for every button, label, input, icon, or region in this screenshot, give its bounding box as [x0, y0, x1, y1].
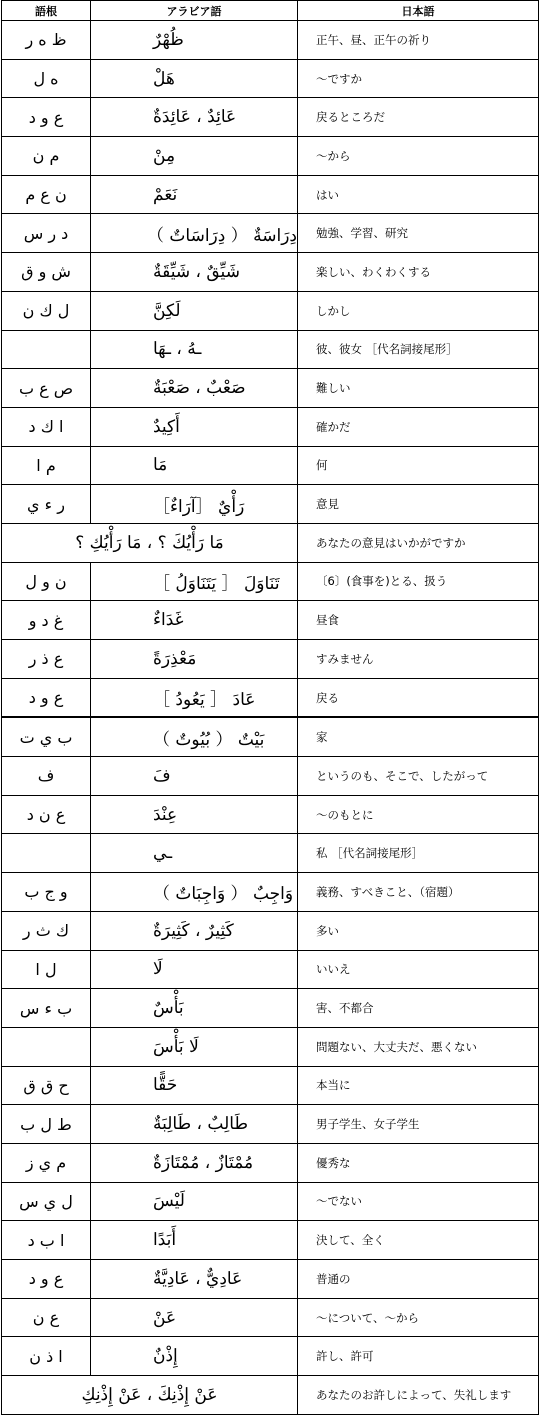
arabic-word: لَيْسَ	[91, 1182, 298, 1221]
vocab-row	[2, 330, 539, 369]
japanese-meaning: 〔6〕(食事を)とる、扱う	[298, 562, 539, 601]
vocab-row	[2, 911, 539, 950]
header-row	[2, 1, 539, 21]
japanese-meaning: 何	[298, 446, 539, 485]
arabic-word: فَ	[91, 757, 298, 796]
root-letters	[2, 1027, 91, 1066]
arabic-word: ـي	[91, 834, 298, 873]
root-letters: ا ك د	[2, 407, 91, 446]
arabic-word: شَيِّقٌ ، شَيِّقَةٌ	[91, 253, 298, 292]
japanese-meaning: 義務、すべきこと、（宿題）	[298, 873, 539, 912]
root-letters: ل ك ن	[2, 291, 91, 330]
vocab-row	[2, 369, 539, 408]
japanese-meaning: 許し、許可	[298, 1337, 539, 1376]
arabic-column-header: アラビア語	[91, 1, 298, 21]
vocabulary-body	[2, 21, 539, 1415]
vocab-row	[2, 757, 539, 796]
vocab-row	[2, 1376, 539, 1415]
root-column-header: 語根	[2, 1, 91, 21]
arabic-word: نَعَمْ	[91, 175, 298, 214]
japanese-meaning: ～でない	[298, 1182, 539, 1221]
vocab-row	[2, 523, 539, 562]
vocab-row	[2, 834, 539, 873]
vocab-row	[2, 407, 539, 446]
root-letters: ن ع م	[2, 175, 91, 214]
arabic-word: صَعْبٌ ، صَعْبَةٌ	[91, 369, 298, 408]
vocab-row	[2, 214, 539, 253]
japanese-meaning: はい	[298, 175, 539, 214]
root-letters: ب ء س	[2, 989, 91, 1028]
japanese-meaning: 意見	[298, 485, 539, 524]
arabic-word: مَعْذِرَةً	[91, 640, 298, 679]
arabic-phrase: مَا رَأْيُكَ ؟ ، مَا رَأْيُكِ ؟	[2, 523, 298, 562]
japanese-meaning: すみません	[298, 640, 539, 679]
japanese-meaning: 戻る	[298, 678, 539, 717]
root-letters: ع ن د	[2, 795, 91, 834]
arabic-word: مِنْ	[91, 137, 298, 176]
root-letters: م ا	[2, 446, 91, 485]
root-letters: ل ي س	[2, 1182, 91, 1221]
vocab-row	[2, 873, 539, 912]
root-letters: غ د و	[2, 601, 91, 640]
japanese-meaning: 本当に	[298, 1066, 539, 1105]
arabic-word: تَنَاوَلَ ［ يَتَنَاوَلُ ］	[91, 562, 298, 601]
root-letters: ك ث ر	[2, 911, 91, 950]
vocab-row	[2, 485, 539, 524]
vocab-row	[2, 640, 539, 679]
japanese-meaning: 戻るところだ	[298, 98, 539, 137]
vocab-row	[2, 989, 539, 1028]
vocab-row	[2, 1105, 539, 1144]
root-letters	[2, 834, 91, 873]
root-letters: ع ن	[2, 1298, 91, 1337]
japanese-meaning: というのも、そこで、したがって	[298, 757, 539, 796]
root-letters: و ج ب	[2, 873, 91, 912]
vocab-row	[2, 253, 539, 292]
vocab-row	[2, 175, 539, 214]
japanese-meaning: 優秀な	[298, 1143, 539, 1182]
japanese-meaning: 男子学生、女子学生	[298, 1105, 539, 1144]
japanese-meaning: 楽しい、わくわくする	[298, 253, 539, 292]
vocab-row	[2, 950, 539, 989]
arabic-word: أَكِيدٌ	[91, 407, 298, 446]
arabic-word: مُمْتَازٌ ، مُمْتَازَةٌ	[91, 1143, 298, 1182]
japanese-meaning: あなたのお許しによって、失礼します	[298, 1376, 539, 1415]
vocab-row	[2, 446, 539, 485]
japanese-meaning: 勉強、学習、研究	[298, 214, 539, 253]
japanese-meaning: ～から	[298, 137, 539, 176]
root-letters: د ر س	[2, 214, 91, 253]
vocab-row	[2, 1298, 539, 1337]
vocab-row	[2, 795, 539, 834]
japanese-meaning: 多い	[298, 911, 539, 950]
root-letters: ب ي ت	[2, 717, 91, 756]
vocab-row	[2, 1221, 539, 1260]
japanese-meaning: 問題ない、大丈夫だ、悪くない	[298, 1027, 539, 1066]
japanese-column-header: 日本語	[298, 1, 539, 21]
arabic-word: بَيْتٌ （ بُيُوتٌ ）	[91, 717, 298, 756]
japanese-meaning: 昼食	[298, 601, 539, 640]
arabic-word: ظُهْرٌ	[91, 21, 298, 60]
root-letters: ظ ه ر	[2, 21, 91, 60]
japanese-meaning: ～のもとに	[298, 795, 539, 834]
vocab-row	[2, 1066, 539, 1105]
root-letters: ع ذ ر	[2, 640, 91, 679]
root-letters: ه ل	[2, 59, 91, 98]
japanese-meaning: 難しい	[298, 369, 539, 408]
vocab-row	[2, 562, 539, 601]
root-letters: ش و ق	[2, 253, 91, 292]
japanese-meaning: あなたの意見はいかがですか	[298, 523, 539, 562]
arabic-word: عِنْدَ	[91, 795, 298, 834]
vocab-row	[2, 21, 539, 60]
vocab-row	[2, 1337, 539, 1376]
arabic-word: لَا بَأْسَ	[91, 1027, 298, 1066]
root-letters: ع و د	[2, 1260, 91, 1299]
japanese-meaning: 私 ［代名詞接尾形］	[298, 834, 539, 873]
japanese-meaning: いいえ	[298, 950, 539, 989]
arabic-word: لَا	[91, 950, 298, 989]
root-letters: ا ذ ن	[2, 1337, 91, 1376]
arabic-word: حَقًّا	[91, 1066, 298, 1105]
arabic-word: دِرَاسَةٌ （ دِرَاسَاتٌ ）	[91, 214, 298, 253]
japanese-meaning: 害、不都合	[298, 989, 539, 1028]
arabic-word: رَأْيٌ ［آرَاءٌ］	[91, 485, 298, 524]
root-letters: ن و ل	[2, 562, 91, 601]
arabic-word: كَثِيرٌ ، كَثِيرَةٌ	[91, 911, 298, 950]
vocab-row	[2, 1182, 539, 1221]
root-letters: ع و د	[2, 678, 91, 717]
arabic-word: عَادِيٌّ ، عَادِيَّةٌ	[91, 1260, 298, 1299]
japanese-meaning: 正午、昼、正午の祈り	[298, 21, 539, 60]
japanese-meaning: 家	[298, 717, 539, 756]
vocab-row	[2, 1260, 539, 1299]
root-letters: ع و د	[2, 98, 91, 137]
vocab-row	[2, 601, 539, 640]
arabic-word: مَا	[91, 446, 298, 485]
root-letters: ل ا	[2, 950, 91, 989]
arabic-word: عَائِدٌ ، عَائِدَةٌ	[91, 98, 298, 137]
vocab-row	[2, 1143, 539, 1182]
japanese-meaning: 決して、全く	[298, 1221, 539, 1260]
vocab-row	[2, 1027, 539, 1066]
japanese-meaning: 確かだ	[298, 407, 539, 446]
vocab-row	[2, 678, 539, 717]
arabic-word: هَلْ	[91, 59, 298, 98]
root-letters: م ن	[2, 137, 91, 176]
japanese-meaning: 普通の	[298, 1260, 539, 1299]
arabic-word: لَكِنَّ	[91, 291, 298, 330]
root-letters: ص ع ب	[2, 369, 91, 408]
root-letters: ر ء ي	[2, 485, 91, 524]
root-letters: ط ل ب	[2, 1105, 91, 1144]
arabic-word: غَدَاءٌ	[91, 601, 298, 640]
arabic-word: أَبَدًا	[91, 1221, 298, 1260]
root-letters: ا ب د	[2, 1221, 91, 1260]
vocab-row	[2, 137, 539, 176]
vocabulary-table	[1, 0, 539, 1415]
arabic-word: إِذْنٌ	[91, 1337, 298, 1376]
vocab-row	[2, 59, 539, 98]
arabic-word: بَأْسٌ	[91, 989, 298, 1028]
arabic-word: وَاجِبٌ （ وَاجِبَاتٌ ）	[91, 873, 298, 912]
japanese-meaning: ～ですか	[298, 59, 539, 98]
japanese-meaning: ～について、～から	[298, 1298, 539, 1337]
arabic-word: عَنْ	[91, 1298, 298, 1337]
vocab-row	[2, 717, 539, 756]
vocab-row	[2, 98, 539, 137]
root-letters: ف	[2, 757, 91, 796]
arabic-word: عَادَ ［ يَعُودُ ］	[91, 678, 298, 717]
arabic-word: ـهُ ، ـهَا	[91, 330, 298, 369]
arabic-word: طَالِبٌ ، طَالِبَةٌ	[91, 1105, 298, 1144]
root-letters: ح ق ق	[2, 1066, 91, 1105]
vocab-row	[2, 291, 539, 330]
root-letters	[2, 330, 91, 369]
root-letters: م ي ز	[2, 1143, 91, 1182]
arabic-phrase: عَنْ إِذْنِكَ ، عَنْ إِذْنِكِ	[2, 1376, 298, 1415]
japanese-meaning: 彼、彼女 ［代名詞接尾形］	[298, 330, 539, 369]
japanese-meaning: しかし	[298, 291, 539, 330]
